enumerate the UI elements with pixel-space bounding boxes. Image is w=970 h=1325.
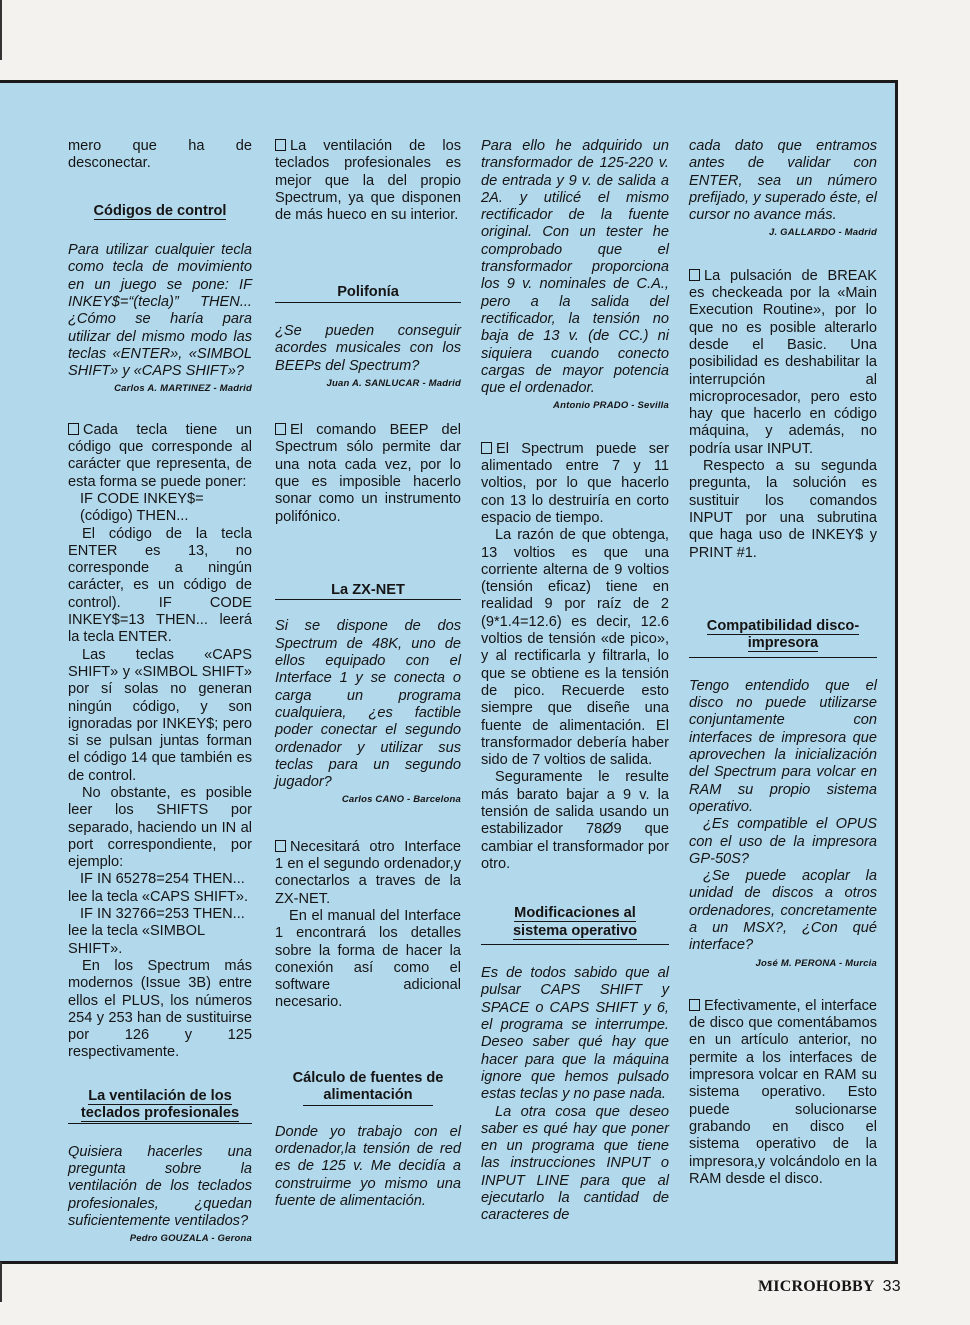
answer-box-icon bbox=[275, 139, 286, 151]
signature: Carlos CANO - Barcelona bbox=[341, 794, 461, 806]
paragraph: En los Spectrum más modernos (Issue 3B) entre ellos el PLUS, los números 254 y 253 han de sustituirse por 126 y 125 respectivamente. bbox=[68, 957, 252, 1061]
column-4 bbox=[689, 138, 877, 1188]
answer-box-icon bbox=[689, 999, 700, 1011]
section-heading: Compatibilidad disco-impresora bbox=[706, 617, 860, 652]
signature: J. GALLARDO - Madrid bbox=[769, 227, 877, 239]
reader-question: Tengo entendido que el disco no puede utilizarse conjuntamente con interfaces de impresora que aprovechen la inicialización del Spectrum para volcar en RAM su propio sistema operativo. bbox=[689, 677, 877, 815]
answer-paragraph: Efectivamente, el interface de disco que comentábamos en un artículo anterior, no permite a los interfaces de impresora volcar en RAM su sistema operativo. Esto puede solucionarse grabando en disco el sistema operativo de la impresora,y volcándolo en la RAM desde el disco. bbox=[689, 997, 877, 1187]
page-number: 33 bbox=[882, 1278, 901, 1295]
paragraph: lee la tecla «SIMBOL SHIFT». bbox=[68, 923, 205, 957]
section-heading: Cálculo de fuentes de alimentación bbox=[292, 1069, 444, 1104]
magazine-name: MICROHOBBY bbox=[758, 1278, 875, 1295]
section-heading: La ventilación de los teclados profesionales bbox=[80, 1087, 240, 1122]
answer-box-icon bbox=[481, 442, 492, 454]
answer-box-icon bbox=[275, 423, 286, 435]
reader-question: La otra cosa que deseo saber es qué hay que poner en un programa que tiene las instrucciones INPUT o INPUT LINE para que al ejecutarlo la cantidad de caracteres de bbox=[481, 1103, 669, 1224]
signature: Carlos A. MARTINEZ - Madrid bbox=[114, 383, 252, 395]
column-1 bbox=[68, 138, 252, 1248]
page-edge-mark bbox=[0, 0, 2, 60]
section-heading: La ZX-NET bbox=[331, 581, 405, 598]
code-line: IF CODE INKEY$=(código) THEN... bbox=[80, 490, 204, 525]
page-edge-mark bbox=[0, 1262, 2, 1302]
section-heading: Polifonía bbox=[337, 284, 399, 301]
answer-box-icon bbox=[68, 423, 79, 435]
signature: José M. PERONA - Murcia bbox=[755, 957, 877, 969]
code-line: IF IN 65278=254 THEN... bbox=[80, 871, 245, 888]
reader-question: Para ello he adquirido un transformador de 125-220 v. de entrada y 9 v. de salida a 2A. y utilicé el mismo rectificador de la fuente original. Con un tester he comprobado que el transformador proporciona los 9 v. nominales de C.A., pero a la salida del rectificador, la tensión no baja de 13 v. (de CC.) ni siquiera cuando conecto cargas de mayor potencia que el ordenador. bbox=[481, 138, 669, 397]
section-heading: Códigos de control bbox=[93, 202, 227, 219]
signature: Antonio PRADO - Sevilla bbox=[553, 400, 669, 412]
answer-paragraph: El comando BEEP del Spectrum sólo permite dar una nota cada vez, por lo que es imposible hacerlo sonar como un instrumento polifónico. bbox=[275, 422, 461, 525]
paragraph: lee la tecla «CAPS SHIFT». bbox=[68, 888, 249, 905]
paragraph: Respecto a su segunda pregunta, la solución es sustituir los comandos INPUT por una subrutina que haga uso de INKEY$ y PRINT #1. bbox=[689, 458, 877, 561]
reader-question: Si se dispone de dos Spectrum de 48K, uno de ellos equipado con el Interface 1 y se conecta o carga un programa cualquiera, ¿es factible poder conectar el segundo ordenador y utilizar sus teclas para un segundo jugador? bbox=[275, 618, 461, 791]
answer-box-icon bbox=[275, 840, 286, 852]
column-3 bbox=[481, 138, 669, 1225]
page-footer bbox=[758, 1278, 901, 1296]
paragraph: mero que ha de desconectar. bbox=[68, 138, 252, 172]
reader-question: Quisiera hacerles una pregunta sobre la ventilación de los teclados profesionales, ¿quedan suficientemente ventilados? bbox=[68, 1143, 252, 1229]
paragraph: La razón de que obtenga, 13 voltios es que una corriente alterna de 9 voltios (tensión eficaz) tiene en realidad 9 por raíz de 2 (9*1.4=12.6) es decir, 12.6 voltios de tensión «de pico», y al rectificarla y filtrarla, lo que se obtiene es la tensión de pico. Recuerde esto siempre que diseñe una fuente de alimentación. El transformador debería haber sido de 7 voltios de salida. bbox=[481, 527, 669, 769]
column-2 bbox=[275, 138, 461, 1210]
reader-question: Es de todos sabido que al pulsar CAPS SHIFT y SPACE o CAPS SHIFT y 6, el programa se interrumpe. Deseo saber qué hay que hacer para que la máquina ignore que hemos pulsado estas teclas y no pase nada. bbox=[481, 965, 669, 1103]
reader-question: Para utilizar cualquier tecla como tecla de movimiento en un juego se pone: IF INKEY$=“(tecla)” THEN... ¿Cómo se haría para utilizar del mismo modo las teclas «ENTER», «SIMBOL SHIFT» y «CAPS SHIFT»? bbox=[68, 242, 252, 380]
answer-paragraph: Cada tecla tiene un código que corresponde al carácter que representa, de esta forma se puede poner: bbox=[68, 421, 252, 490]
reader-question: Donde yo trabajo con el ordenador,la tensión de red es de 125 v. Me decidía a construirme yo mismo una fuente de alimentación. bbox=[275, 1123, 461, 1209]
paragraph: El código de la tecla ENTER es 13, no corresponde a ningún carácter, es un código de control). IF CODE INKEY$=13 THEN... leerá la tecla ENTER. bbox=[68, 525, 252, 646]
paragraph: Seguramente le resulte más barato bajar a 9 v. la tensión de salida usando un estabilizador 78Ø9 que cambiar el transformador por otro. bbox=[481, 769, 669, 872]
reader-question: ¿Es compatible el OPUS con el uso de la impresora GP-50S? bbox=[689, 816, 877, 867]
section-heading: Modificaciones al sistema operativo bbox=[512, 905, 638, 939]
paragraph: No obstante, es posible leer los SHIFTS por separado, haciendo un IN al port correspondiente, por ejemplo: bbox=[68, 785, 252, 871]
signature: Juan A. SANLUCAR - Madrid bbox=[326, 377, 461, 389]
reader-question: ¿Se pueden conseguir acordes musicales con los BEEPs del Spectrum? bbox=[275, 322, 461, 374]
answer-paragraph: Necesitará otro Interface 1 en el segundo ordenador,y conectarlos a traves de la ZX-NET. bbox=[275, 838, 461, 907]
reader-question: cada dato que entramos antes de validar con ENTER, sea un número prefijado, y superado éste, el cursor no avance más. bbox=[689, 138, 877, 224]
paragraph: En el manual del Interface 1 encontrará los detalles sobre la forma de hacer la conexión así como el software adicional necesario. bbox=[275, 907, 461, 1011]
answer-paragraph: La ventilación de los teclados profesionales es mejor que la del propio Spectrum, ya que disponen de más hueco en su interior. bbox=[275, 138, 461, 224]
answer-paragraph: La pulsación de BREAK es checkeada por la «Main Execution Routine», por lo que no es posible alterarlo desde el Basic. Una posibilidad es deshabilitar la interrupción al microprocesador, pero esto hay que hacerlo en código máquina, y además, no podría usar INPUT. bbox=[689, 267, 877, 457]
code-line: IF IN 32766=253 THEN... bbox=[80, 906, 245, 923]
answer-box-icon bbox=[689, 269, 700, 281]
answer-paragraph: El Spectrum puede ser alimentado entre 7 y 11 voltios, por lo que hacerlo con 13 lo destruiría en corto espacio de tiempo. bbox=[481, 440, 669, 526]
reader-question: ¿Se puede acoplar la unidad de discos a otros ordenadores, concretamente a un MSX?, ¿Con qué interface? bbox=[689, 868, 877, 954]
paragraph: Las teclas «CAPS SHIFT» y «SIMBOL SHIFT» por sí solas no generan ningún código, y son ignoradas por INKEY$; pero si se pulsan juntas forman el código 14 que también es de control. bbox=[68, 646, 252, 784]
signature: Pedro GOUZALA - Gerona bbox=[129, 1233, 252, 1245]
